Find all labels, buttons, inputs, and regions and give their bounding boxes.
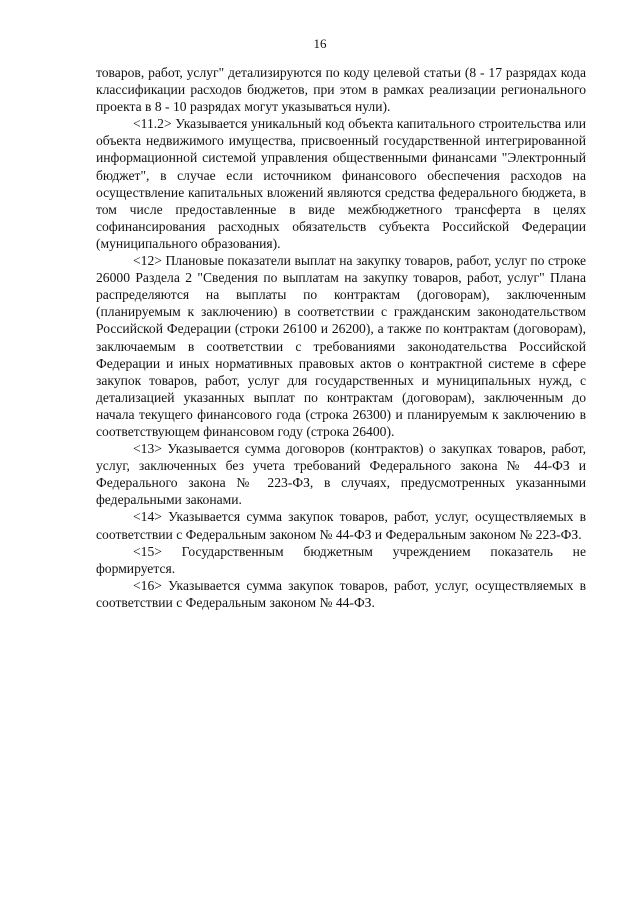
footnote-12: <12> Плановые показатели выплат на закупку товаров, работ, услуг по строке 26000 Раздела 2 "Сведения по выплатам на закупку товаров, работ, услуг" Плана распределяются на выплаты по контрактам (договорам), заключенным (планируемым к заключению) в соответствии с гражданским законодательством Российской Федерации (строки 26100 и 26200), а также по контрактам (договорам), заключаемым в соответствии с требованиями законодательства Российской Федерации и иных нормативных правовых актов о контрактной системе в сфере закупок товаров, работ, услуг для государственных и муниципальных нужд, с детализацией указанных выплат по контрактам (договорам), заключенным до начала текущего финансового года (строка 26300) и планируемым к заключению в соответствующем финансовом году (строка 26400). [96,253,586,439]
paragraph-continuation: товаров, работ, услуг" детализируются по коду целевой статьи (8 - 17 разрядах кода классификации расходов бюджетов, при этом в рамках реализации регионального проекта в 8 - 10 разрядах могут указываться нули). [96,65,586,115]
footnote-11-2: <11.2> Указывается уникальный код объекта капитального строительства или объекта недвижимого имущества, присвоенный государственной интегрированной информационной системой управления общественными финансами "Электронный бюджет", в случае если источником финансового обеспечения расходов на осуществление капитальных вложений являются средства федерального бюджета, в том числе предоставленные в виде межбюджетного трансферта в целях софинансирования расходных обязательств субъекта Российской Федерации (муниципального образования). [96,116,586,251]
document-body [96,64,586,611]
footnote-15: <15> Государственным бюджетным учреждением показатель не формируется. [96,543,586,576]
page-number: 16 [313,36,327,51]
footnote-13: <13> Указывается сумма договоров (контрактов) о закупках товаров, работ, услуг, заключенных без учета требований Федерального закона № 44-ФЗ и Федерального закона № 223-ФЗ, в случаях, предусмотренных указанными федеральными законами. [96,441,586,508]
footnote-16: <16> Указывается сумма закупок товаров, работ, услуг, осуществляемых в соответствии с Федеральным законом № 44-ФЗ. [96,577,586,610]
footnote-14: <14> Указывается сумма закупок товаров, работ, услуг, осуществляемых в соответствии с Федеральным законом № 44-ФЗ и Федеральным законом № 223-ФЗ. [96,509,586,542]
